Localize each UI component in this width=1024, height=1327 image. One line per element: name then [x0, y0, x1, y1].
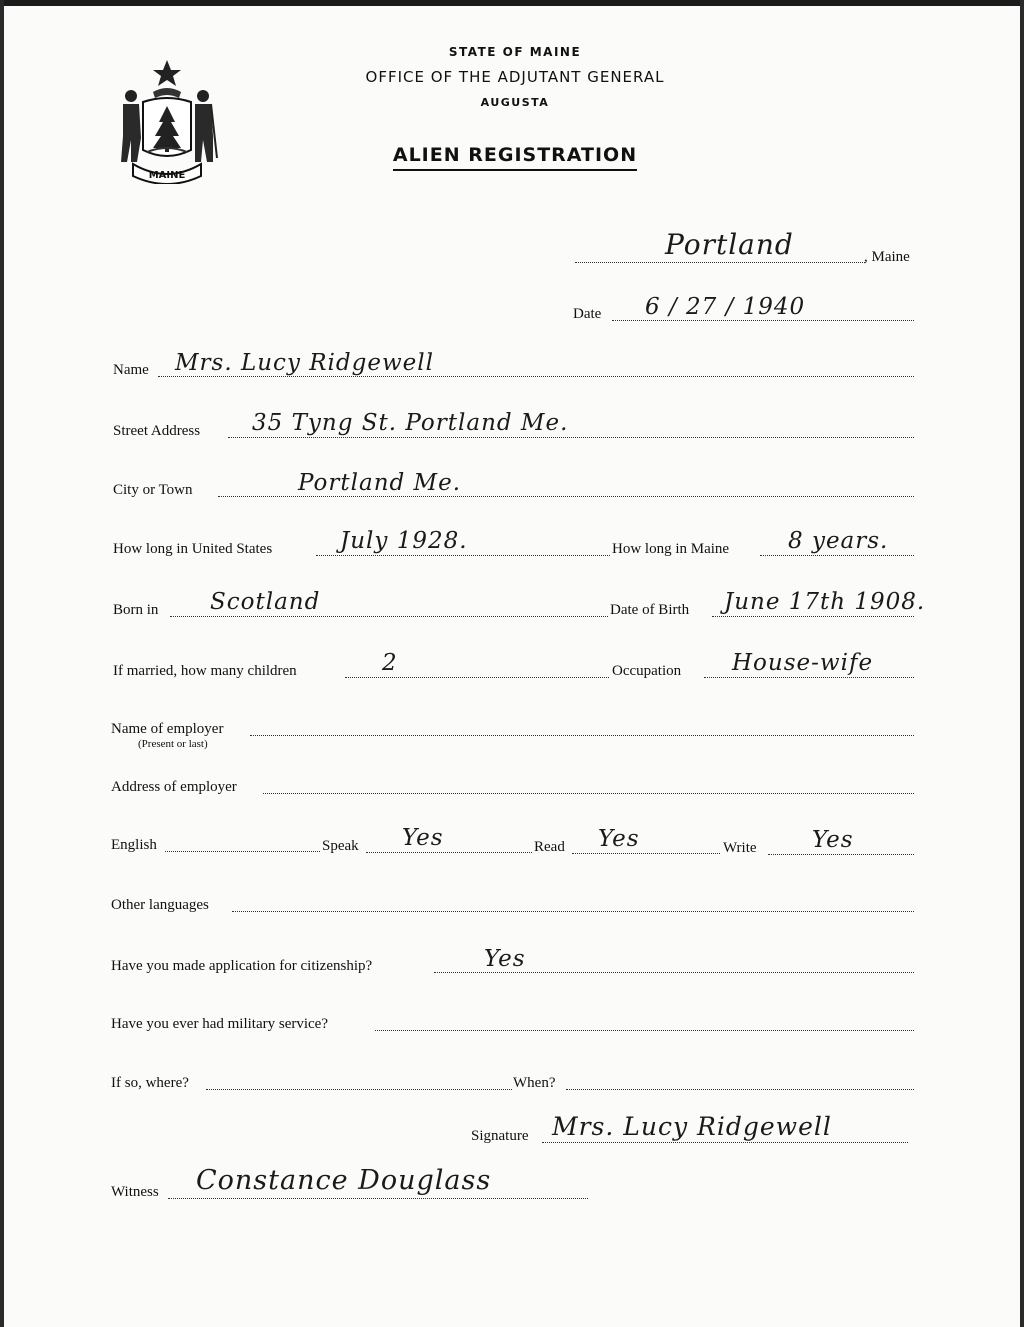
- witness-value[interactable]: Constance Douglass: [196, 1165, 492, 1196]
- name-value[interactable]: Mrs. Lucy Ridgewell: [175, 350, 434, 376]
- how-long-maine-line: [760, 555, 914, 556]
- signature-line: [542, 1142, 908, 1143]
- when-label: When?: [513, 1075, 556, 1091]
- scan-border-top: [0, 0, 1024, 6]
- children-label: If married, how many children: [113, 663, 297, 679]
- speak-label: Speak: [322, 838, 359, 854]
- employer-name-sublabel: (Present or last): [138, 738, 208, 750]
- scan-border-left: [0, 0, 4, 1327]
- employer-address-line: [263, 793, 914, 794]
- how-long-us-line: [316, 555, 610, 556]
- street-address-label: Street Address: [113, 423, 201, 439]
- header-office: OFFICE OF THE ADJUTANT GENERAL: [365, 68, 665, 86]
- citizenship-value[interactable]: Yes: [484, 946, 526, 972]
- signature-value[interactable]: Mrs. Lucy Ridgewell: [552, 1112, 832, 1141]
- born-in-label: Born in: [113, 602, 159, 618]
- date-value[interactable]: 6 / 27 / 1940: [645, 294, 806, 320]
- place-suffix: , Maine: [864, 249, 910, 265]
- date-of-birth-line: [712, 616, 914, 617]
- where-line: [206, 1089, 512, 1090]
- city-value[interactable]: Portland Me.: [298, 470, 462, 496]
- form-title: [300, 144, 730, 166]
- read-label: Read: [534, 839, 565, 855]
- write-label: Write: [723, 840, 757, 856]
- children-value[interactable]: 2: [382, 650, 398, 676]
- speak-line: [366, 852, 532, 853]
- employer-name-line: [250, 735, 914, 736]
- read-line: [572, 853, 720, 854]
- witness-line: [168, 1198, 588, 1199]
- name-label: Name: [113, 362, 149, 378]
- witness-label: Witness: [111, 1184, 159, 1200]
- how-long-maine-label: How long in Maine: [612, 541, 730, 557]
- city-label: City or Town: [113, 482, 193, 498]
- occupation-value[interactable]: House-wife: [732, 650, 874, 676]
- citizenship-line: [434, 972, 914, 973]
- english-line: [165, 851, 320, 852]
- city-line: [218, 496, 914, 497]
- how-long-maine-value[interactable]: 8 years.: [788, 528, 889, 554]
- english-label: English: [111, 837, 157, 853]
- other-languages-line: [232, 911, 914, 912]
- speak-value[interactable]: Yes: [402, 825, 444, 851]
- date-label: Date: [573, 306, 602, 322]
- write-line: [768, 854, 914, 855]
- how-long-us-label: How long in United States: [113, 541, 273, 557]
- occupation-line: [704, 677, 914, 678]
- date-of-birth-label: Date of Birth: [610, 602, 690, 618]
- when-line: [566, 1089, 914, 1090]
- name-line: [158, 376, 914, 377]
- form-title-text: ALIEN REGISTRATION: [393, 144, 637, 171]
- born-in-line: [170, 616, 608, 617]
- header-city: AUGUSTA: [480, 96, 550, 109]
- seal-text: MAINE: [148, 170, 186, 181]
- employer-address-label: Address of employer: [111, 779, 237, 795]
- place-value[interactable]: Portland: [665, 228, 794, 261]
- write-value[interactable]: Yes: [812, 827, 854, 853]
- date-line: [612, 320, 914, 321]
- other-languages-label: Other languages: [111, 897, 209, 913]
- born-in-value[interactable]: Scotland: [210, 589, 321, 615]
- children-line: [345, 677, 609, 678]
- employer-name-label: Name of employer: [111, 721, 224, 737]
- maine-state-seal-icon: [113, 58, 221, 184]
- street-address-value[interactable]: 35 Tyng St. Portland Me.: [252, 410, 569, 436]
- read-value[interactable]: Yes: [598, 826, 640, 852]
- date-of-birth-value[interactable]: June 17th 1908.: [724, 589, 926, 615]
- where-label: If so, where?: [111, 1075, 189, 1091]
- street-address-line: [228, 437, 914, 438]
- header-state: STATE OF MAINE: [448, 45, 582, 59]
- how-long-us-value[interactable]: July 1928.: [340, 528, 468, 554]
- military-label: Have you ever had military service?: [111, 1016, 328, 1032]
- citizenship-label: Have you made application for citizenship?: [111, 958, 373, 974]
- scan-border-right: [1020, 0, 1024, 1327]
- military-line: [375, 1030, 914, 1031]
- signature-label: Signature: [471, 1128, 529, 1144]
- occupation-label: Occupation: [612, 663, 682, 679]
- place-line: [575, 262, 865, 263]
